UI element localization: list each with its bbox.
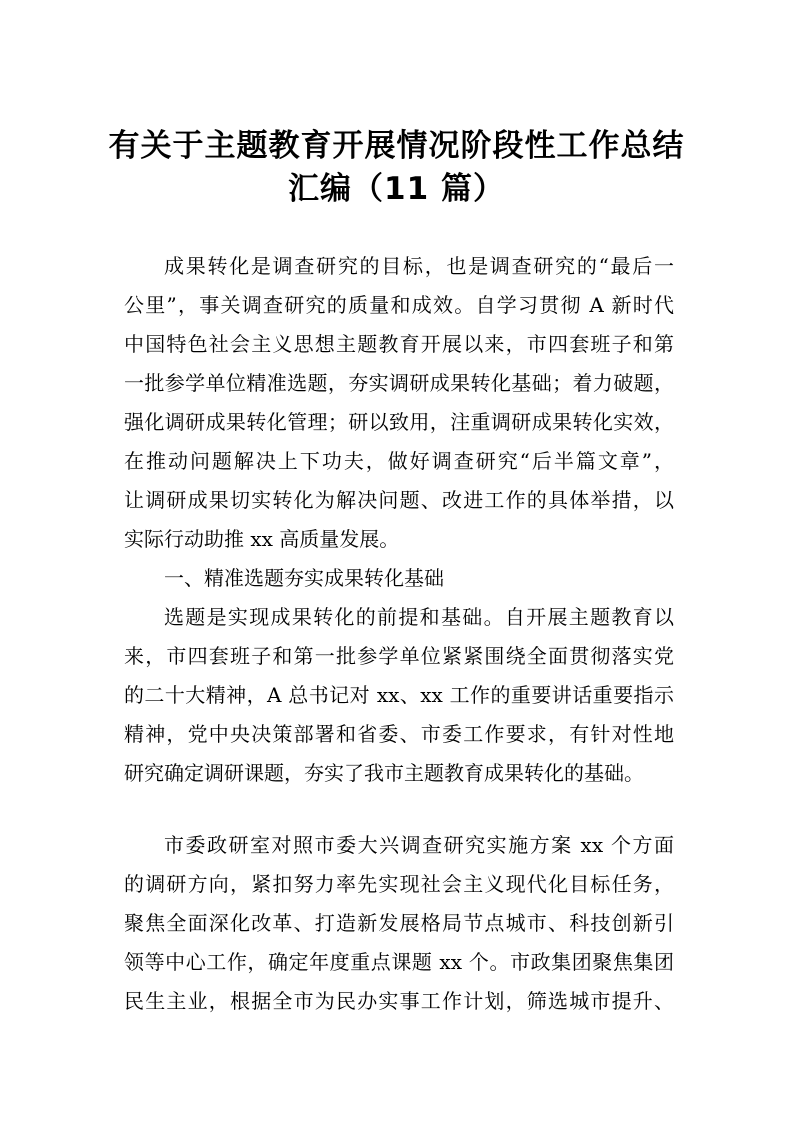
paragraph-1-line-3: 中国特色社会主义思想主题教育开展以来，市四套班子和第 <box>124 332 674 356</box>
paragraph-2-line-3: 的二十大精神，A 总书记对 xx、xx 工作的重要讲话重要指示 <box>124 683 674 707</box>
paragraph-1-line-6: 在推动问题解决上下功夫，做好调查研究“后半篇文章”， <box>124 449 674 473</box>
paragraph-1-line-4: 一批参学单位精准选题，夯实调研成果转化基础；着力破题， <box>124 371 674 395</box>
paragraph-1-line-5: 强化调研成果转化管理；研以致用，注重调研成果转化实效， <box>124 410 674 434</box>
paragraph-3-line-1: 市委政研室对照市委大兴调查研究实施方案 xx 个方面 <box>164 833 674 857</box>
paragraph-3-line-4: 领等中心工作，确定年度重点课题 xx 个。市政集团聚焦集团 <box>124 950 674 974</box>
paragraph-2-line-2: 来，市四套班子和第一批参学单位紧紧围绕全面贯彻落实党 <box>124 644 674 668</box>
paragraph-1-line-7: 让调研成果切实转化为解决问题、改进工作的具体举措，以 <box>124 488 674 512</box>
paragraph-1-line-8: 实际行动助推 xx 高质量发展。 <box>124 527 400 551</box>
document-title-line-2: 汇编（11 篇） <box>288 171 505 207</box>
document-title-line-1: 有关于主题教育开展情况阶段性工作总结 <box>108 128 685 164</box>
paragraph-2-line-5: 研究确定调研课题，夯实了我市主题教育成果转化的基础。 <box>124 761 644 785</box>
paragraph-3-line-5: 民生主业，根据全市为民办实事工作计划，筛选城市提升、 <box>124 989 674 1013</box>
paragraph-1-line-1: 成果转化是调查研究的目标，也是调查研究的“最后一 <box>164 254 674 278</box>
paragraph-3-line-2: 的调研方向，紧扣努力率先实现社会主义现代化目标任务， <box>124 872 674 896</box>
paragraph-2-line-1: 选题是实现成果转化的前提和基础。自开展主题教育以 <box>164 605 674 629</box>
paragraph-2-line-4: 精神，党中央决策部署和省委、市委工作要求，有针对性地 <box>124 722 674 746</box>
section-heading-1: 一、精准选题夯实成果转化基础 <box>164 566 444 590</box>
paragraph-1-line-2: 公里”，事关调查研究的质量和成效。自学习贯彻 A 新时代 <box>124 293 674 317</box>
paragraph-3-line-3: 聚焦全面深化改革、打造新发展格局节点城市、科技创新引 <box>124 911 674 935</box>
